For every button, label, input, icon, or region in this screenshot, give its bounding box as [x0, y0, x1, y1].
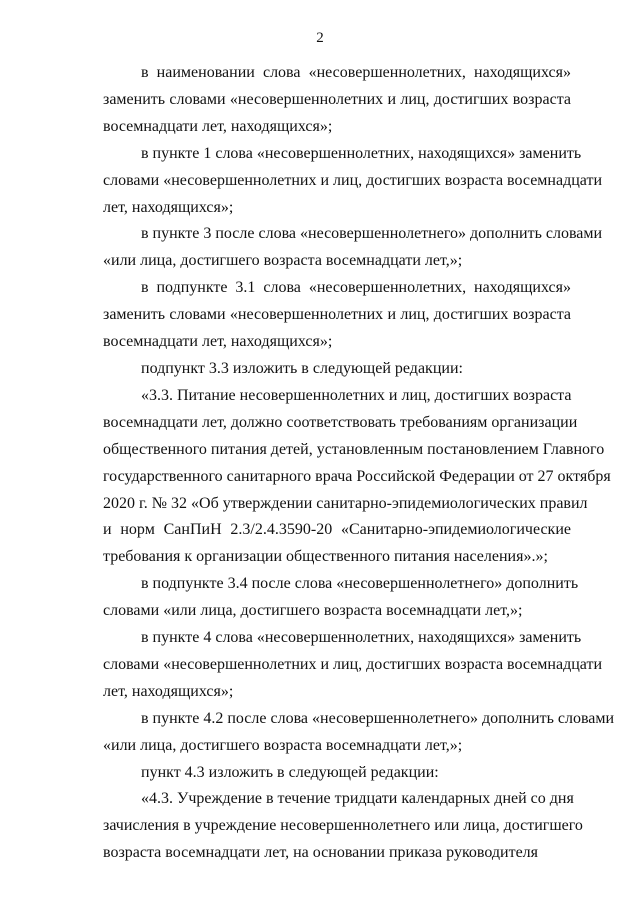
paragraph-line: зачисления в учреждение несовершеннолетнего или лица, достигшего [103, 817, 583, 835]
paragraph-line: «или лица, достигшего возраста восемнадцати лет,»; [103, 252, 463, 270]
paragraph [103, 625, 603, 706]
paragraph-line: заменить словами «несовершеннолетних и лиц, достигших возраста [103, 90, 571, 108]
paragraph-line: словами «или лица, достигшего возраста восемнадцати лет,»; [103, 602, 523, 620]
paragraph-line: в пункте 4 слова «несовершеннолетних, находящихся» заменить [141, 629, 582, 647]
paragraph-line: возраста восемнадцати лет, на основании приказа руководителя [103, 844, 539, 862]
paragraph-line: и норм СанПиН 2.3/2.4.3590-20 «Санитарно-эпидемиологические [103, 521, 571, 539]
paragraph [103, 221, 603, 275]
paragraph [103, 571, 579, 625]
paragraph-line: пункт 4.3 изложить в следующей редакции: [141, 763, 439, 781]
paragraph-line: в наименовании слова «несовершеннолетних, находящихся» [141, 64, 571, 81]
paragraph [103, 275, 571, 356]
paragraph-line: восемнадцати лет, должно соответствовать требованиям организации [103, 413, 578, 431]
paragraph-line: в подпункте 3.4 после слова «несовершеннолетнего» дополнить [141, 575, 579, 593]
paragraph [103, 706, 615, 760]
paragraph [103, 356, 571, 383]
paragraph-line: в пункте 4.2 после слова «несовершеннолетнего» дополнить словами [141, 709, 615, 727]
paragraph [103, 60, 571, 141]
paragraph-line: государственного санитарного врача Российской Федерации от 27 октября [103, 467, 611, 485]
paragraph-line: в пункте 1 слова «несовершеннолетних, находящихся» заменить [141, 144, 582, 162]
paragraph-line: заменить словами «несовершеннолетних и лиц, достигших возраста [103, 306, 571, 324]
paragraph [103, 786, 583, 867]
paragraph-line: требования к организации общественного питания населения».»; [103, 548, 548, 566]
paragraph-line: подпункт 3.3 изложить в следующей редакции: [141, 359, 463, 377]
paragraph-line: «4.3. Учреждение в течение тридцати календарных дней со дня [141, 790, 574, 808]
paragraph-line: лет, находящихся»; [103, 198, 234, 216]
paragraph-line: 2020 г. № 32 «Об утверждении санитарно-эпидемиологических правил [103, 494, 588, 512]
paragraph [103, 760, 571, 787]
paragraph [103, 141, 603, 222]
paragraph-line: лет, находящихся»; [103, 682, 234, 700]
paragraph-line: в пункте 3 после слова «несовершеннолетнего» дополнить словами [141, 225, 603, 243]
paragraph-line: «3.3. Питание несовершеннолетних и лиц, достигших возраста [141, 386, 572, 404]
paragraph-line: в подпункте 3.1 слова «несовершеннолетних, находящихся» [141, 279, 571, 297]
page-number: 2 [316, 30, 324, 46]
paragraph-line: «или лица, достигшего возраста восемнадцати лет,»; [103, 736, 463, 754]
paragraph [103, 383, 611, 571]
paragraph-line: восемнадцати лет, находящихся»; [103, 333, 333, 351]
document-body [103, 60, 615, 867]
paragraph-line: словами «несовершеннолетних и лиц, достигших возраста восемнадцати [103, 171, 603, 189]
paragraph-line: восемнадцати лет, находящихся»; [103, 117, 333, 135]
paragraph-line: словами «несовершеннолетних и лиц, достигших возраста восемнадцати [103, 655, 603, 673]
paragraph-line: общественного питания детей, установленным постановлением Главного [103, 440, 605, 458]
